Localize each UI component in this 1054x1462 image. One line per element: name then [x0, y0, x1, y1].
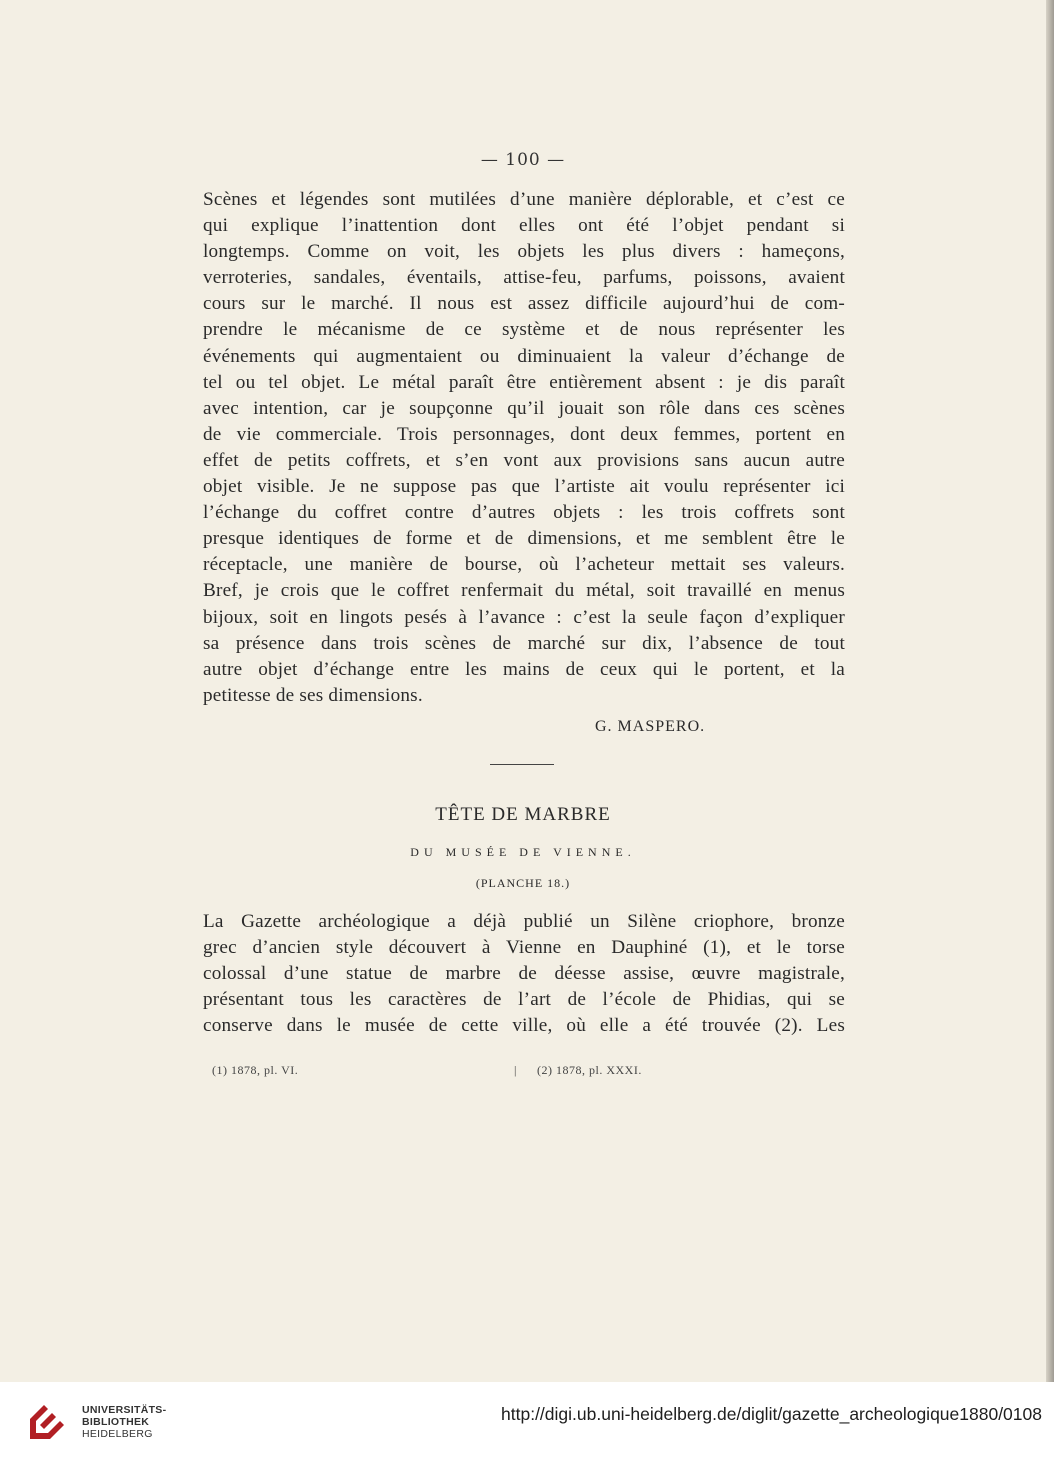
- text-line: conserve dans le musée de cette ville, où elle a été trouvée (2). Les: [203, 1015, 845, 1037]
- text-line: prendre le mécanisme de ce système et de nous représenter les: [203, 319, 845, 341]
- text-line: avec intention, car je soupçonne qu’il jouait son rôle dans ces scènes: [203, 397, 845, 419]
- text-line: l’échange du coffret contre d’autres objets : les trois coffrets sont: [203, 502, 845, 524]
- text-line: présentant tous les caractères de l’art de l’école de Phidias, qui se: [203, 989, 845, 1011]
- text-line: Scènes et légendes sont mutilées d’une manière déplorable, et c’est ce: [203, 189, 845, 210]
- footnote-2: (2) 1878, pl. XXXI.: [537, 1063, 642, 1077]
- paragraph-2: [203, 909, 845, 1039]
- text-line: verroteries, sandales, éventails, attise-feu, parfums, poissons, avaient: [203, 267, 845, 289]
- text-line: sa présence dans trois scènes de marché sur dix, l’absence de tout: [203, 632, 845, 654]
- page-number: — 100 —: [480, 150, 566, 170]
- text-line: La Gazette archéologique a déjà publié un Silène criophore, bronze: [203, 911, 845, 932]
- author-signature: G. MASPERO.: [595, 718, 706, 735]
- text-line: effet de petits coffrets, et s’en vont aux provisions sans aucun autre: [203, 449, 845, 471]
- library-logo-icon: [26, 1399, 70, 1443]
- text-line: autre objet d’échange entre les mains de ceux qui le portent, et la: [203, 658, 845, 680]
- source-url[interactable]: http://digi.ub.uni-heidelberg.de/diglit/gazette_archeologique1880/0108: [501, 1404, 1042, 1424]
- library-name-line: UNIVERSITÄTS-: [82, 1404, 167, 1416]
- footnote-separator: |: [514, 1063, 517, 1077]
- text-line: objet visible. Je ne suppose pas que l’artiste ait voulu représenter ici: [203, 476, 845, 498]
- footer-bar: [0, 1382, 1054, 1462]
- text-line: Bref, je crois que le coffret renfermait du métal, soit travaillé en menus: [203, 580, 845, 602]
- plate-reference: (PLANCHE 18.): [475, 876, 571, 890]
- text-line: cours sur le marché. Il nous est assez difficile aujourd’hui de com-: [203, 293, 845, 315]
- footnote-1: (1) 1878, pl. VI.: [212, 1063, 299, 1077]
- text-line: qui explique l’inattention dont elles ont été l’objet pendant si: [203, 215, 845, 237]
- library-name: [82, 1404, 166, 1440]
- text-line: réceptacle, une manière de bourse, où l’acheteur mettait ses valeurs.: [203, 554, 845, 576]
- text-line: grec d’ancien style découvert à Vienne en Dauphiné (1), et le torse: [203, 937, 845, 959]
- text-line: colossal d’une statue de marbre de déesse assise, œuvre magistrale,: [203, 963, 845, 985]
- text-line: événements qui augmentaient ou diminuaient la valeur d’échange de: [203, 345, 845, 367]
- library-name-line: HEIDELBERG: [82, 1428, 153, 1440]
- text-line: bijoux, soit en lingots pesés à l’avance : c’est la seule façon d’expliquer: [203, 606, 845, 628]
- page-edge: [1046, 0, 1054, 1382]
- article-title: TÊTE DE MARBRE: [435, 804, 611, 825]
- library-name-line: BIBLIOTHEK: [82, 1416, 150, 1428]
- text-line: longtemps. Comme on voit, les objets les plus divers : hameçons,: [203, 241, 845, 263]
- paragraph-1: [203, 187, 845, 709]
- text-line: presque identiques de forme et de dimensions, et me semblent être le: [203, 528, 845, 550]
- section-divider: [490, 764, 554, 765]
- article-subtitle: DU MUSÉE DE VIENNE.: [410, 845, 636, 859]
- text-line: tel ou tel objet. Le métal paraît être entièrement absent : je dis paraît: [203, 371, 845, 393]
- text-line: petitesse de ses dimensions.: [203, 684, 423, 706]
- text-line: de vie commerciale. Trois personnages, dont deux femmes, portent en: [203, 423, 845, 445]
